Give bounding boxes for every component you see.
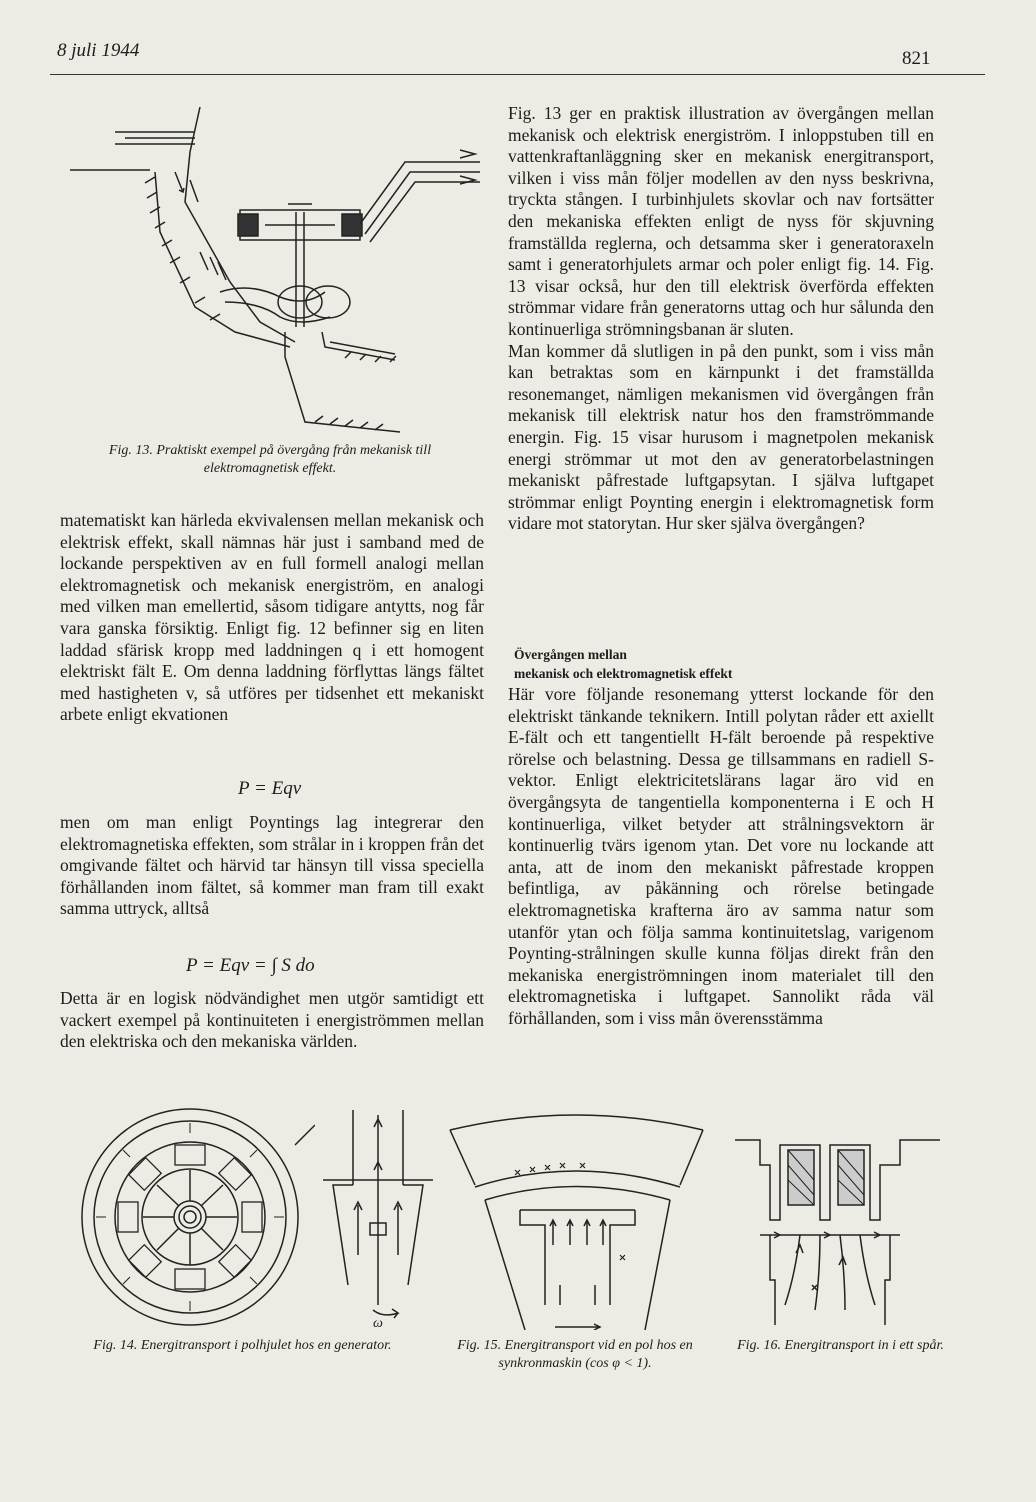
figure-14-pole-wheel [65, 1105, 315, 1335]
left-paragraph-2: men om man enligt Poyntings lag integrerar den elektromagnetiska effekten, som strålar in i kroppen från det omgivande fältet och härvid tar hänsyn till vissa speciella förhållanden inom fältet, så kommer man fram till exakt samma uttryck, alltså [60, 812, 484, 919]
right-column-text-2 [508, 684, 934, 1030]
left-column-text-3 [60, 988, 484, 1053]
equation-1: P = Eqv [238, 778, 302, 799]
right-paragraph-3: Här vore följande resonemang ytterst lockande för den elektriskt tänkande teknikern. Intill polytan råder ett axiellt E-fält och ett tangentiellt H-fält beroende på respektive rörelse och belastning. Dessa ge tillsammans en radiell S-vektor. Enligt elektricitetslärans lagar äro vid en övergångsyta de tangentiella komponenterna i E och H kontinuerliga, vilket betyder att strålningsvektorn är kontinuerlig tvärs igenom ytan. Det vore nu lockande att anta, att de inom den mekaniskt påfrestade kroppen befintliga, av påkänning och rörelse betingade elektromagnetiska krafterna äro av samma natur som utanför ytan och följa samma kontinuitetslag, varigenom Poynting-strålningen skulle kunna följas direkt från den mekaniska energiströmningen inom materialet till den elektromagnetiska i luftgapet. Sannolikt råda väl förhållanden, som i viss mån överensstämma [508, 684, 934, 1028]
left-column-text-2 [60, 812, 484, 920]
right-paragraph-1: Fig. 13 ger en praktisk illustration av övergången mellan mekanisk och elektrisk energiström. I inloppstuben till en vattenkraftanläggning sker en mekanisk energitransport, vilken i viss mån följer modellen av den nyss beskrivna, tryckta stången. I turbinhjulets skovlar och nav fortsätter den mekaniska effekten enligt de nyss för skjuvning framställda reglerna, och detsamma sker i generatoraxeln samt i generatorhjulets armar och poler enligt fig. 14. Fig. 13 visar också, hur den till elektrisk överförda effekten strömmar vidare från generatorns uttag och hur sålunda den kontinuerliga strömningsbanan är sluten. [508, 103, 934, 339]
figure-16-slot [730, 1135, 945, 1325]
figure-13-caption: Fig. 13. Praktiskt exempel på övergång från mekanisk till elektromagnetisk effekt. [108, 443, 432, 476]
figure-15-synchronous-pole [445, 1105, 710, 1330]
figure-15-caption: Fig. 15. Energitransport vid en pol hos en synkronmaskin (cos φ < 1). [457, 1338, 693, 1371]
right-column-text [508, 103, 934, 535]
subheading-line-1: Övergången mellan [514, 647, 627, 662]
equation-2: P = Eqv = ∫ S do [186, 955, 315, 976]
header-rule [50, 74, 985, 75]
omega-label: ω [373, 1316, 383, 1330]
section-subheading [514, 645, 934, 683]
left-paragraph-3: Detta är en logisk nödvändighet men utgör samtidigt ett vackert exempel på kontinuiteten i energiströmmen mellan den elektriska och den mekaniska världen. [60, 988, 484, 1052]
page-number: 821 [902, 48, 931, 69]
figure-13-turbine-diagram [60, 92, 480, 437]
figure-16-caption: Fig. 16. Energitransport in i ett spår. [737, 1338, 944, 1353]
right-paragraph-2: Man kommer då slutligen in på den punkt, som i viss mån kan betraktas som en kärnpunkt i det framställda resonemanget, nämligen mekanismen vid övergången från mekanisk till elektrisk natur hos den framströmmande energin. Fig. 15 visar hurusom i magnetpolen mekanisk energi strömmar ut mot den av generatorbelastningen mekaniskt påfrestade luftgapsytan. I själva luftgapet strömmar enligt Poynting energin i elektromagnetisk form vidare mot statorytan. Hur sker själva övergången? [508, 340, 934, 534]
figure-14-caption: Fig. 14. Energitransport i polhjulet hos en generator. [93, 1338, 392, 1353]
subheading-line-2: mekanisk och elektromagnetisk effekt [514, 666, 733, 681]
left-paragraph-1: matematiskt kan härleda ekvivalensen mellan mekanisk och elektrisk effekt, skall nämnas här just i samband med de lockande perspektiven av en full formell analogi mellan elektromagnetisk och mekanisk energiström, en analogi med vilken man emellertid, såsom tidigare antytts, nog får vara ganska försiktig. Enligt fig. 12 befinner sig en liten laddad sfärisk kropp med laddningen q i ett homogent elektriskt fält E. Om denna laddning förflyttas längs fältet med hastigheten v, så utföres per tidsenhet ett mekaniskt arbete enligt ekvationen [60, 510, 484, 725]
figure-14-pole-detail [318, 1105, 438, 1330]
header-date: 8 juli 1944 [57, 40, 140, 61]
left-column-text [60, 510, 484, 726]
